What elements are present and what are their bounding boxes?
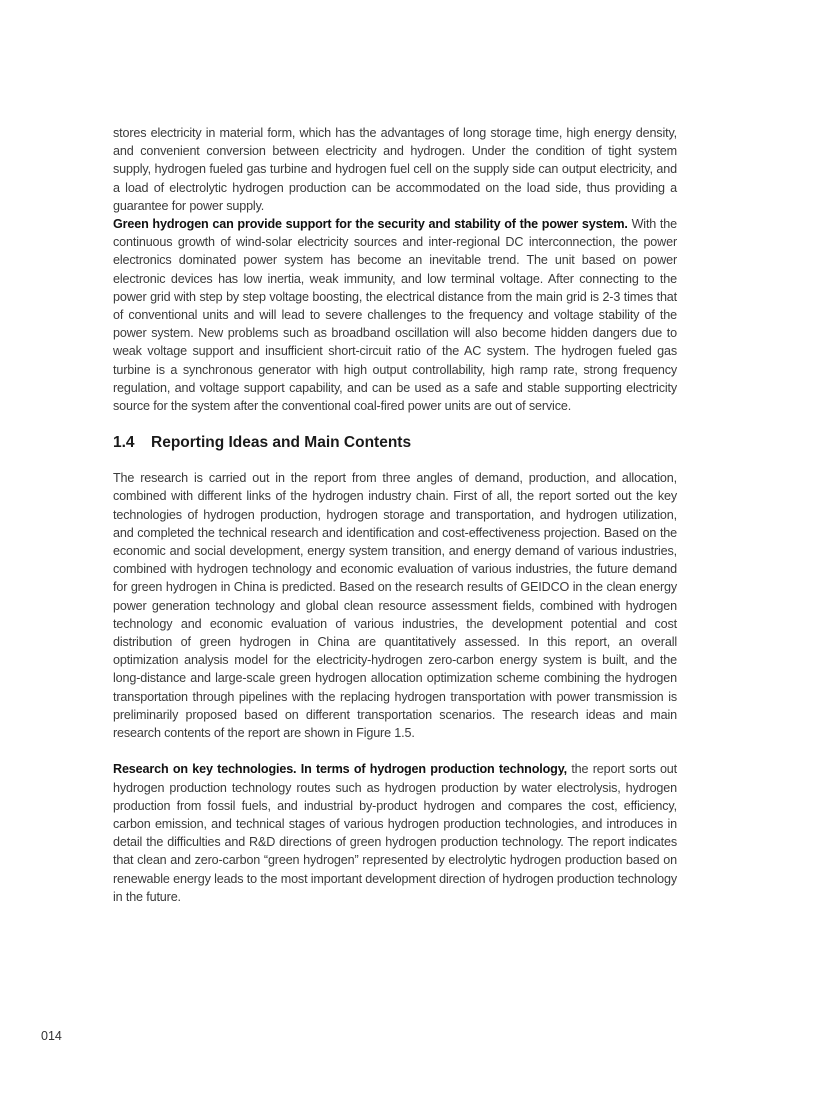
paragraph-lead: Green hydrogen can provide support for the security and stability of the power system.	[113, 217, 628, 232]
paragraph-security-stability	[113, 215, 677, 415]
section-heading	[113, 432, 677, 454]
paragraph-text: the report sorts out hydrogen production technology routes such as hydrogen production by water electrolysis, hydrogen production from fossil fuels, and industrial by-product hydrogen and compares the cost, efficiency, carbon emission, and technical stages of various hydrogen production technologies, and introduces in detail the difficulties and R&D directions of green hydrogen production technology. The report indicates that clean and zero-carbon “green hydrogen” represented by electrolytic hydrogen production based on renewable energy leads to the most important development direction of hydrogen production technology in the future.	[113, 762, 677, 904]
paragraph-text: stores electricity in material form, which has the advantages of long storage time, high energy density, and convenient conversion between electricity and hydrogen. Under the condition of tight system supply, hydrogen fueled gas turbine and hydrogen fuel cell on the supply side can output electricity, and a load of electrolytic hydrogen production can be accommodated on the load side, thus providing a guarantee for power supply.	[113, 126, 677, 213]
paragraph-lead: Research on key technologies. In terms of hydrogen production technology,	[113, 762, 567, 777]
section-number: 1.4	[113, 434, 135, 452]
section-title: Reporting Ideas and Main Contents	[151, 434, 412, 452]
paragraph-storage-advantages	[113, 124, 677, 215]
paragraph-text: The research is carried out in the report from three angles of demand, production, and allocation, combined with different links of the hydrogen industry chain. First of all, the report sorted out the key technologies of hydrogen production, hydrogen storage and transportation, and hydrogen utilization, and completed the technical research and identification and cost-effectiveness projection. Based on the economic and social development, energy system transition, and energy demand of various industries, combined with hydrogen technology and economic evaluation of various industries, the future demand for green hydrogen in China is predicted. Based on the research results of GEIDCO in the clean energy power generation technology and global clean resource assessment fields, combined with hydrogen technology and economic evaluation of various industries, the development potential and cost distribution of green hydrogen in China are quantitatively assessed. In this report, an overall optimization analysis model for the electricity-hydrogen zero-carbon energy system is built, and the long-distance and large-scale green hydrogen allocation optimization scheme combining the hydrogen transportation through pipelines with the replacing hydrogen transportation with power transmission is preliminarily proposed based on different transportation scenarios. The research ideas and main research contents of the report are shown in Figure 1.5.	[113, 471, 677, 741]
paragraph-text: With the continuous growth of wind-solar electricity sources and inter-regional DC interconnection, the power electronics dominated power system has become an inevitable trend. The unit based on power electronic devices has low inertia, weak immunity, and low terminal voltage. After connecting to the power grid with step by step voltage boosting, the electrical distance from the main grid is 2-3 times that of conventional units and will lead to severe challenges to the frequency and voltage stability of the power system. New problems such as broadband oscillation will also become hidden dangers due to weak voltage support and insufficient short-circuit ratio of the AC system. The hydrogen fueled gas turbine is a synchronous generator with high output controllability, high ramp rate, strong frequency regulation, and voltage support capability, and can be used as a safe and stable supporting electricity source for the system after the conventional coal-fired power units are out of service.	[113, 217, 677, 414]
page-body	[113, 124, 677, 906]
page-number: 014	[41, 1029, 62, 1043]
paragraph-research-approach	[113, 469, 677, 742]
paragraph-key-technologies	[113, 760, 677, 906]
